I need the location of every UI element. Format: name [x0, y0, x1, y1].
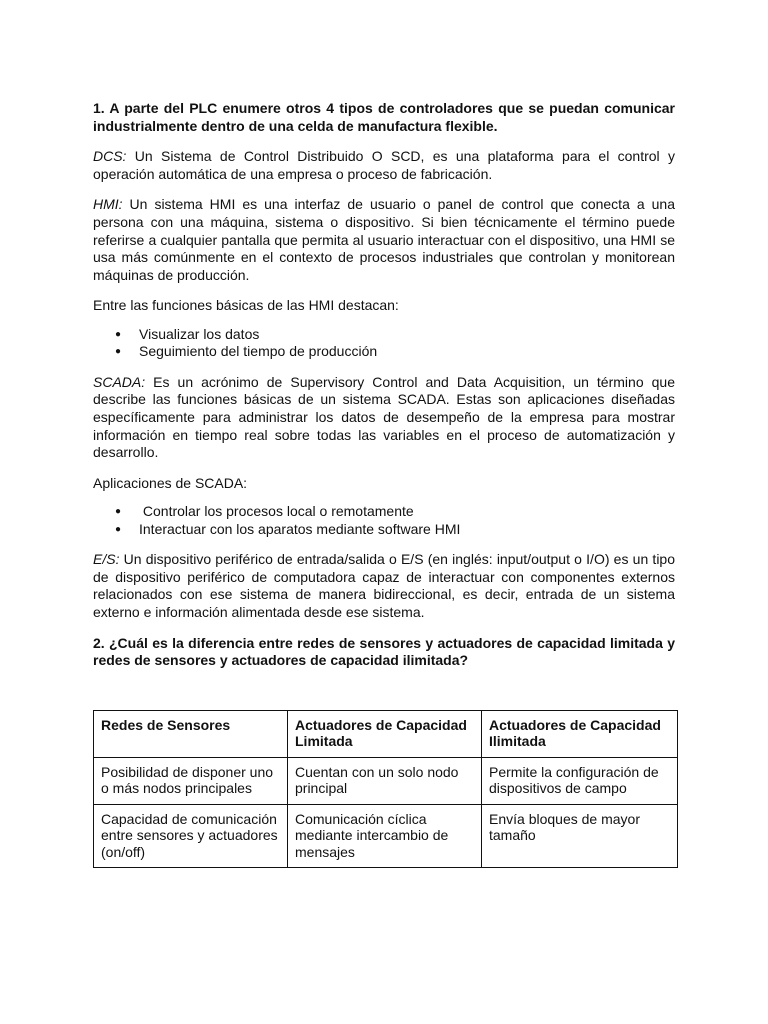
table-cell: Cuentan con un solo nodo principal: [288, 757, 482, 804]
table-cell: Comunicación cíclica mediante intercambio de mensajes: [288, 804, 482, 868]
table-header-row: [94, 710, 678, 757]
table-cell: Capacidad de comunicación entre sensores y actuadores (on/off): [94, 804, 288, 868]
comparison-table-wrapper: [93, 710, 675, 869]
table-row: [94, 757, 678, 804]
scada-apps-list: [93, 503, 675, 538]
dcs-text: Un Sistema de Control Distribuido O SCD, es una plataforma para el control y operación automática de una empresa o proceso de fabricación.: [93, 148, 675, 182]
table-row: [94, 804, 678, 868]
hmi-functions-list: [93, 326, 675, 361]
table-cell: Posibilidad de disponer uno o más nodos principales: [94, 757, 288, 804]
table-header-cell: Actuadores de Capacidad Ilimitada: [482, 710, 678, 757]
scada-text: Es un acrónimo de Supervisory Control and Data Acquisition, un término que describe las funciones básicas de un sistema SCADA. Estas son aplicaciones diseñadas específicamente para administrar los datos de desempeño de la empresa para mostrar información en tiempo real sobre todas las variables en el proceso de automatización y desarrollo.: [93, 373, 675, 461]
list-item: ● Seguimiento del tiempo de producción: [93, 343, 675, 360]
question-2-heading: 2. ¿Cuál es la diferencia entre redes de sensores y actuadores de capacidad limitada y redes de sensores y actuadores de capacidad ilimitada?: [93, 634, 675, 669]
es-term: E/S:: [93, 551, 120, 568]
table-header-cell: Redes de Sensores: [94, 710, 288, 757]
table-cell: Envía bloques de mayor tamaño: [482, 804, 678, 868]
scada-paragraph: [93, 374, 675, 462]
comparison-table: [93, 710, 678, 869]
question-1-heading: 1. A parte del PLC enumere otros 4 tipos de controladores que se puedan comunicar industrialmente dentro de una celda de manufactura flexible.: [93, 100, 675, 134]
dcs-term: DCS:: [93, 148, 127, 165]
scada-term: SCADA:: [93, 373, 146, 390]
list-item: ● Visualizar los datos: [93, 326, 675, 343]
dcs-paragraph: [93, 148, 675, 183]
list-item: ● Controlar los procesos local o remotamente: [93, 503, 675, 520]
table-cell: Permite la configuración de dispositivos de campo: [482, 757, 678, 804]
hmi-term: HMI:: [93, 196, 123, 213]
es-paragraph: [93, 551, 675, 621]
table-header-cell: Actuadores de Capacidad Limitada: [288, 710, 482, 757]
hmi-functions-intro: Entre las funciones básicas de las HMI destacan:: [93, 297, 399, 314]
hmi-text: Un sistema HMI es una interfaz de usuario o panel de control que conecta a una persona con una máquina, sistema o dispositivo. Si bien técnicamente el término puede referirse a cualquier pantalla que permita al usuario interactuar con el dispositivo, una HMI se usa más comúnmente en el contexto de procesos industriales que controlan y monitorean máquinas de producción.: [93, 196, 675, 283]
scada-apps-intro: Aplicaciones de SCADA:: [93, 474, 248, 491]
list-item: ● Interactuar con los aparatos mediante software HMI: [93, 521, 675, 538]
es-text: Un dispositivo periférico de entrada/salida o E/S (en inglés: input/output o I/O) es un tipo de dispositivo periférico de computadora capaz de interactuar con componentes externos relacionados con ese sistema de manera bidireccional, es decir, entrada de un sistema externo e información alimentada desde ese sistema.: [93, 551, 675, 620]
hmi-paragraph: [93, 196, 675, 284]
